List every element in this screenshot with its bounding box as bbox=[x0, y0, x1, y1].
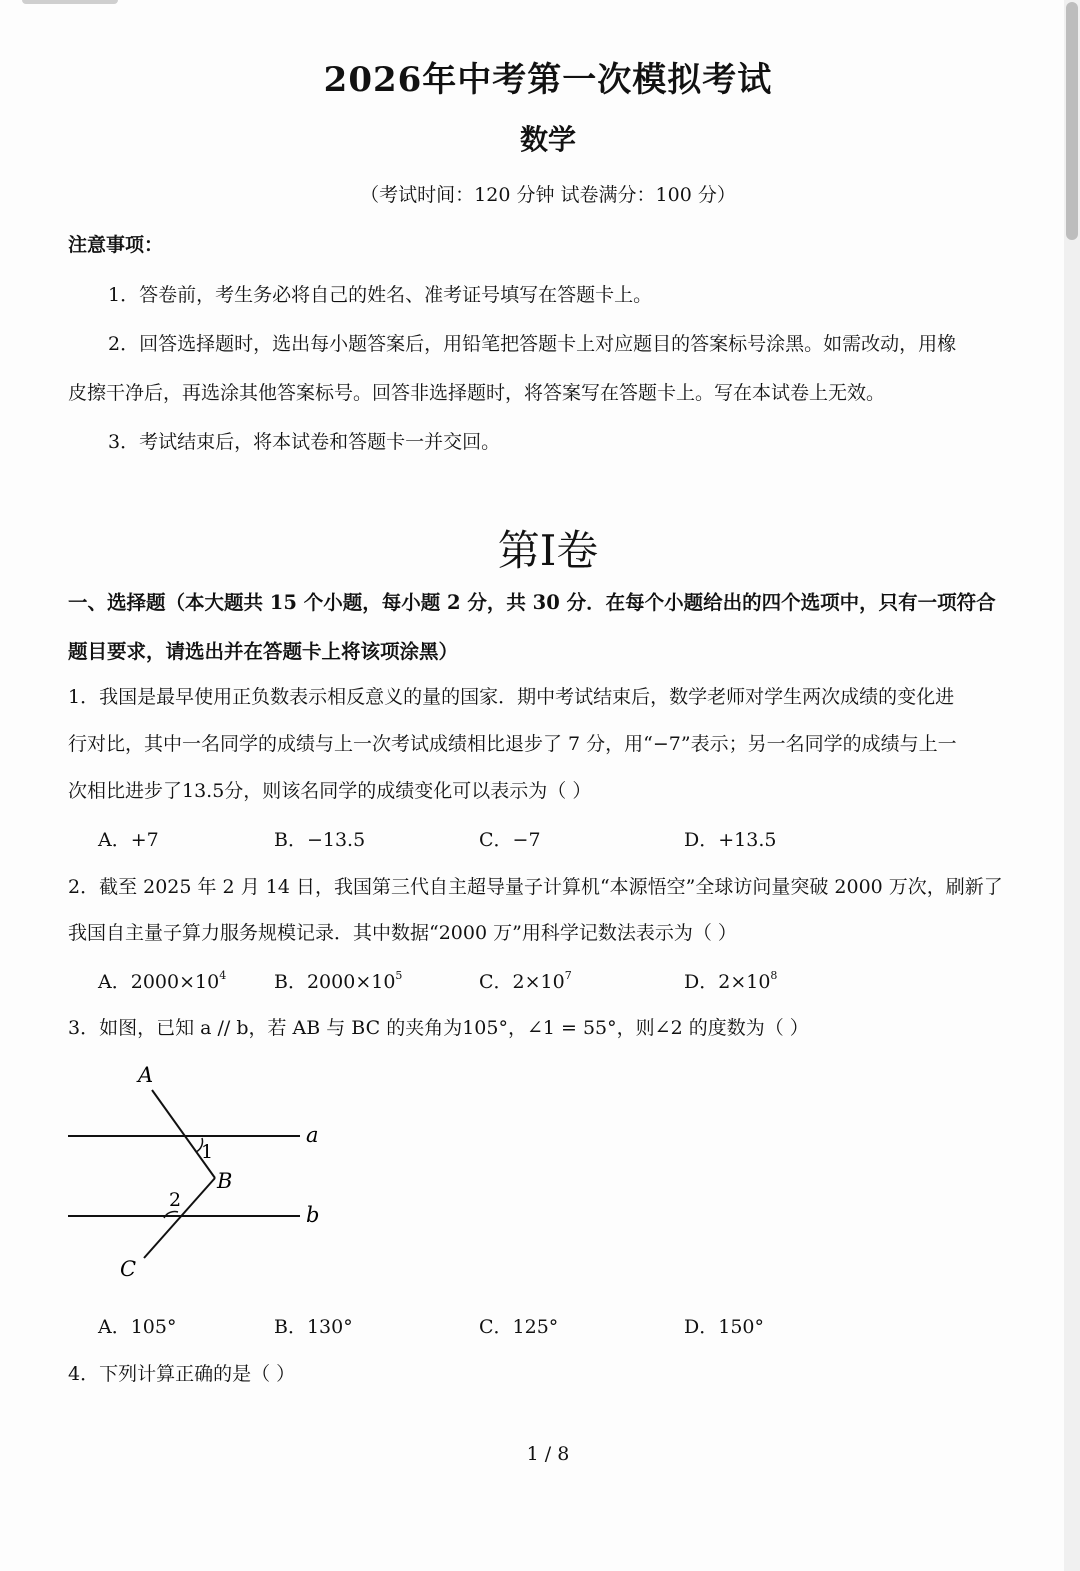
q1-line-3: 次相比进步了13.5分，则该名同学的成绩变化可以表示为（ ） bbox=[68, 780, 592, 802]
label-point-a: A bbox=[138, 1063, 154, 1087]
q1-line-2: 行对比，其中一名同学的成绩与上一次考试成绩相比退步了 7 分，用“−7”表示；另一名同学的成绩与上一 bbox=[68, 733, 957, 755]
q3-option-c: C．125° bbox=[479, 1316, 559, 1338]
top-edge-tab bbox=[22, 0, 118, 4]
q2-option-b: B．$2000\times 10^5$ bbox=[274, 969, 403, 993]
label-line-b: b bbox=[306, 1203, 320, 1227]
q1-option-d: D．+13.5 bbox=[684, 829, 777, 851]
scrollbar-thumb[interactable] bbox=[1066, 2, 1078, 240]
note-item-2-line-2: 皮擦干净后，再选涂其他答案标号。回答非选择题时，将答案写在答题卡上。写在本试卷上无效。 bbox=[68, 382, 886, 404]
vertical-scrollbar[interactable] bbox=[1064, 0, 1080, 1571]
q2-line-1: 2．截至 2025 年 2 月 14 日，我国第三代自主超导量子计算机“本源悟空”全球访问量突破 2000 万次，刷新了 bbox=[68, 876, 1003, 898]
label-point-b: B bbox=[217, 1169, 233, 1193]
note-item-3: 3．考试结束后，将本试卷和答题卡一并交回。 bbox=[108, 431, 501, 453]
section-1-heading-line-1: 一、选择题（本大题共 15 个小题，每小题 2 分，共 30 分．在每个小题给出的四个选项中，只有一项符合 bbox=[68, 591, 996, 614]
label-line-a: a bbox=[306, 1123, 319, 1147]
q1-option-b: B．−13.5 bbox=[274, 829, 366, 851]
label-angle-2: 2 bbox=[169, 1189, 182, 1211]
exam-subject: 数学 bbox=[519, 123, 576, 156]
q3-stem: 3．如图，已知 a // b，若 AB 与 BC 的夹角为105°，∠1 = 55°，则∠2 的度数为（ ） bbox=[68, 1017, 809, 1039]
q3-option-d: D．150° bbox=[684, 1316, 764, 1338]
q1-option-a: A．+7 bbox=[98, 829, 159, 851]
q3-option-a: A．105° bbox=[98, 1316, 177, 1338]
q3-option-b: B．130° bbox=[274, 1316, 353, 1338]
note-item-2-line-1: 2．回答选择题时，选出每小题答案后，用铅笔把答题卡上对应题目的答案标号涂黑。如需改动，用橡 bbox=[108, 333, 957, 355]
label-angle-1: 1 bbox=[201, 1141, 214, 1163]
notes-heading: 注意事项： bbox=[68, 234, 164, 256]
q2-line-2: 我国自主量子算力服务规模记录．其中数据“2000 万”用科学记数法表示为（ ） bbox=[68, 922, 737, 944]
page-number: 1 / 8 bbox=[526, 1443, 570, 1465]
section-1-heading-line-2: 题目要求，请选出并在答题卡上将该项涂黑） bbox=[68, 640, 459, 663]
exam-time-info: （考试时间：120 分钟 试卷满分：100 分） bbox=[360, 184, 736, 206]
q2-option-d: D．$2\times 10^8$ bbox=[684, 969, 778, 993]
q1-line-1: 1．我国是最早使用正负数表示相反意义的量的国家．期中考试结束后，数学老师对学生两次成绩的变化进 bbox=[68, 686, 955, 708]
angle-2-arc bbox=[164, 1212, 178, 1218]
q3-geometry-figure bbox=[60, 1058, 350, 1290]
label-point-c: C bbox=[120, 1257, 137, 1281]
q2-option-c: C．$2\times 10^7$ bbox=[479, 969, 572, 993]
q2-option-a: A．$2000\times 10^4$ bbox=[98, 969, 227, 993]
part-title: 第I卷 bbox=[497, 526, 599, 575]
q4-stem: 4．下列计算正确的是（ ） bbox=[68, 1363, 296, 1385]
exam-title: 2026年中考第一次模拟考试 bbox=[323, 60, 773, 100]
segment-ab bbox=[152, 1090, 215, 1178]
q1-option-c: C．−7 bbox=[479, 829, 541, 851]
note-item-1: 1．答卷前，考生务必将自己的姓名、准考证号填写在答题卡上。 bbox=[108, 284, 653, 306]
